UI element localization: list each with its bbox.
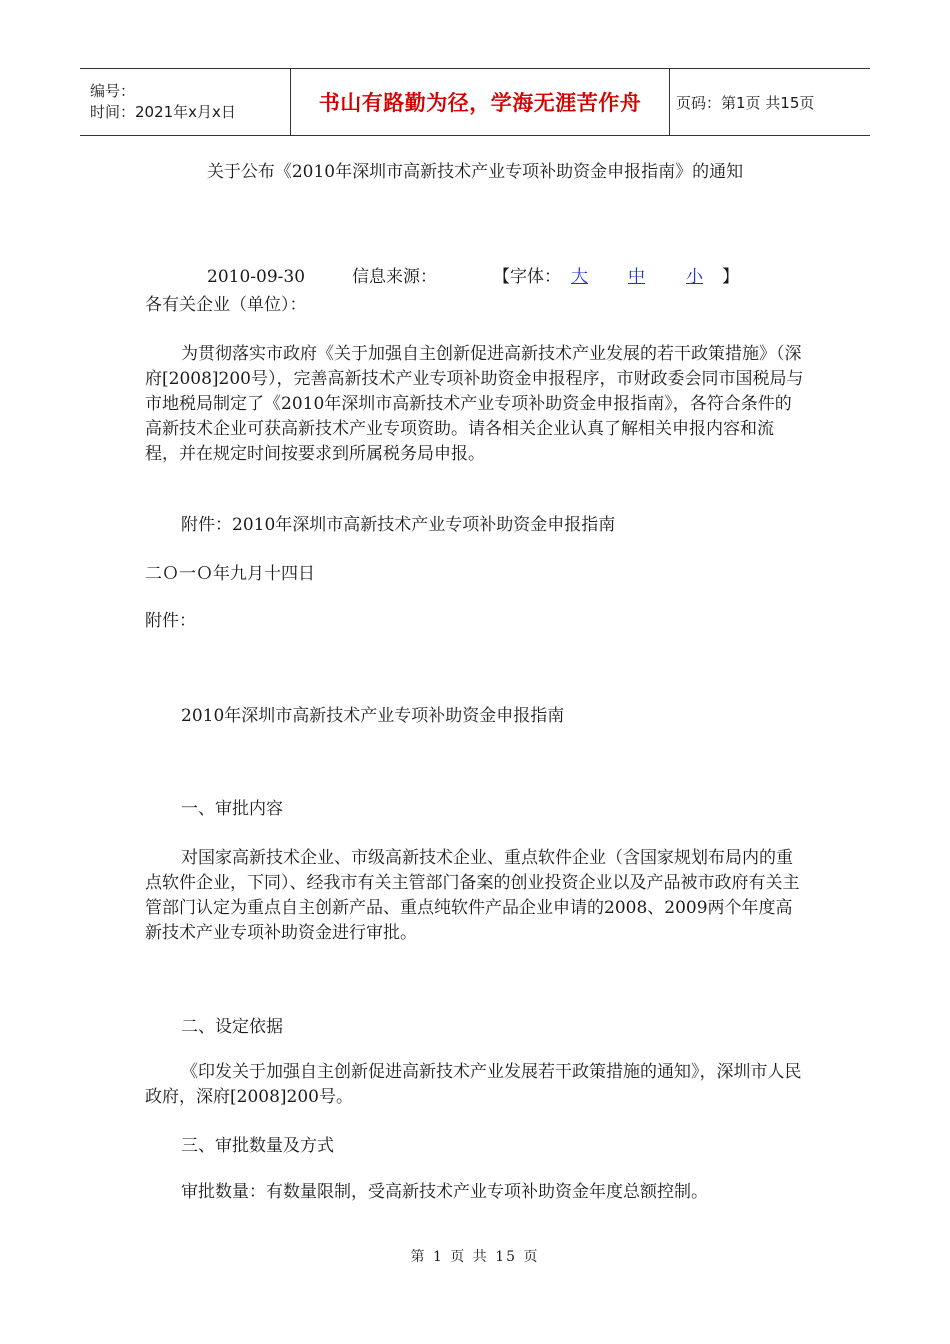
section2-title: 二、设定依据 bbox=[181, 1017, 283, 1037]
page-footer: 第 1 页 共 15 页 bbox=[410, 1249, 540, 1265]
header-meta bbox=[80, 69, 291, 136]
section2-body: 《印发关于加强自主创新促进高新技术产业发展若干政策措施的通知》，深圳市人民政府，深府[2008]200号。 bbox=[145, 1062, 802, 1107]
section3-title: 三、审批数量及方式 bbox=[181, 1136, 334, 1156]
salutation: 各有关企业（单位）： bbox=[145, 295, 307, 315]
font-medium-link[interactable]: 中 bbox=[628, 267, 645, 287]
guide-title: 2010年深圳市高新技术产业专项补助资金申报指南 bbox=[181, 706, 565, 726]
document-header bbox=[80, 68, 870, 136]
font-large-link[interactable]: 大 bbox=[571, 267, 588, 287]
section3-body: 审批数量：有数量限制，受高新技术产业专项补助资金年度总额控制。 bbox=[181, 1182, 708, 1202]
header-page-label: 页码：第1页 共15页 bbox=[670, 69, 871, 136]
attachment-label: 附件： bbox=[145, 611, 196, 631]
attachment-line: 附件：2010年深圳市高新技术产业专项补助资金申报指南 bbox=[181, 515, 616, 535]
time-label: 时间：2021年x月x日 bbox=[90, 103, 236, 121]
section1-title: 一、审批内容 bbox=[181, 799, 283, 819]
header-motto-cell bbox=[291, 69, 670, 136]
source-label: 信息来源： bbox=[352, 267, 437, 287]
header-motto: 书山有路勤为径，学海无涯苦作舟 bbox=[318, 91, 642, 115]
intro-paragraph: 为贯彻落实市政府《关于加强自主创新促进高新技术产业发展的若干政策措施》（深府[2008]200号），完善高新技术产业专项补助资金申报程序，市财政委会同市国税局与市地税局制定了《2010年深圳市高新技术产业专项补助资金申报指南》，各符合条件的高新技术企业可获高新技术产业专项资助。请各相关企业认真了解相关申报内容和流程，并在规定时间按要求到所属税务局申报。 bbox=[145, 344, 804, 464]
font-size-label: 【字体： bbox=[493, 267, 561, 287]
font-small-link[interactable]: 小 bbox=[686, 267, 703, 287]
number-label: 编号： bbox=[90, 82, 136, 100]
section1-body: 对国家高新技术企业、市级高新技术企业、重点软件企业（含国家规划布局内的重点软件企业，下同）、经我市有关主管部门备案的创业投资企业以及产品被市政府有关主管部门认定为重点自主创新产品、重点纯软件产品企业申请的2008、2009两个年度高新技术产业专项补助资金进行审批。 bbox=[145, 848, 800, 943]
publish-date: 2010-09-30 bbox=[207, 267, 306, 287]
document-title: 关于公布《2010年深圳市高新技术产业专项补助资金申报指南》的通知 bbox=[206, 162, 744, 182]
font-size-label-close: 】 bbox=[722, 267, 739, 287]
sign-date: 二Ｏ一Ｏ年九月十四日 bbox=[145, 564, 315, 584]
